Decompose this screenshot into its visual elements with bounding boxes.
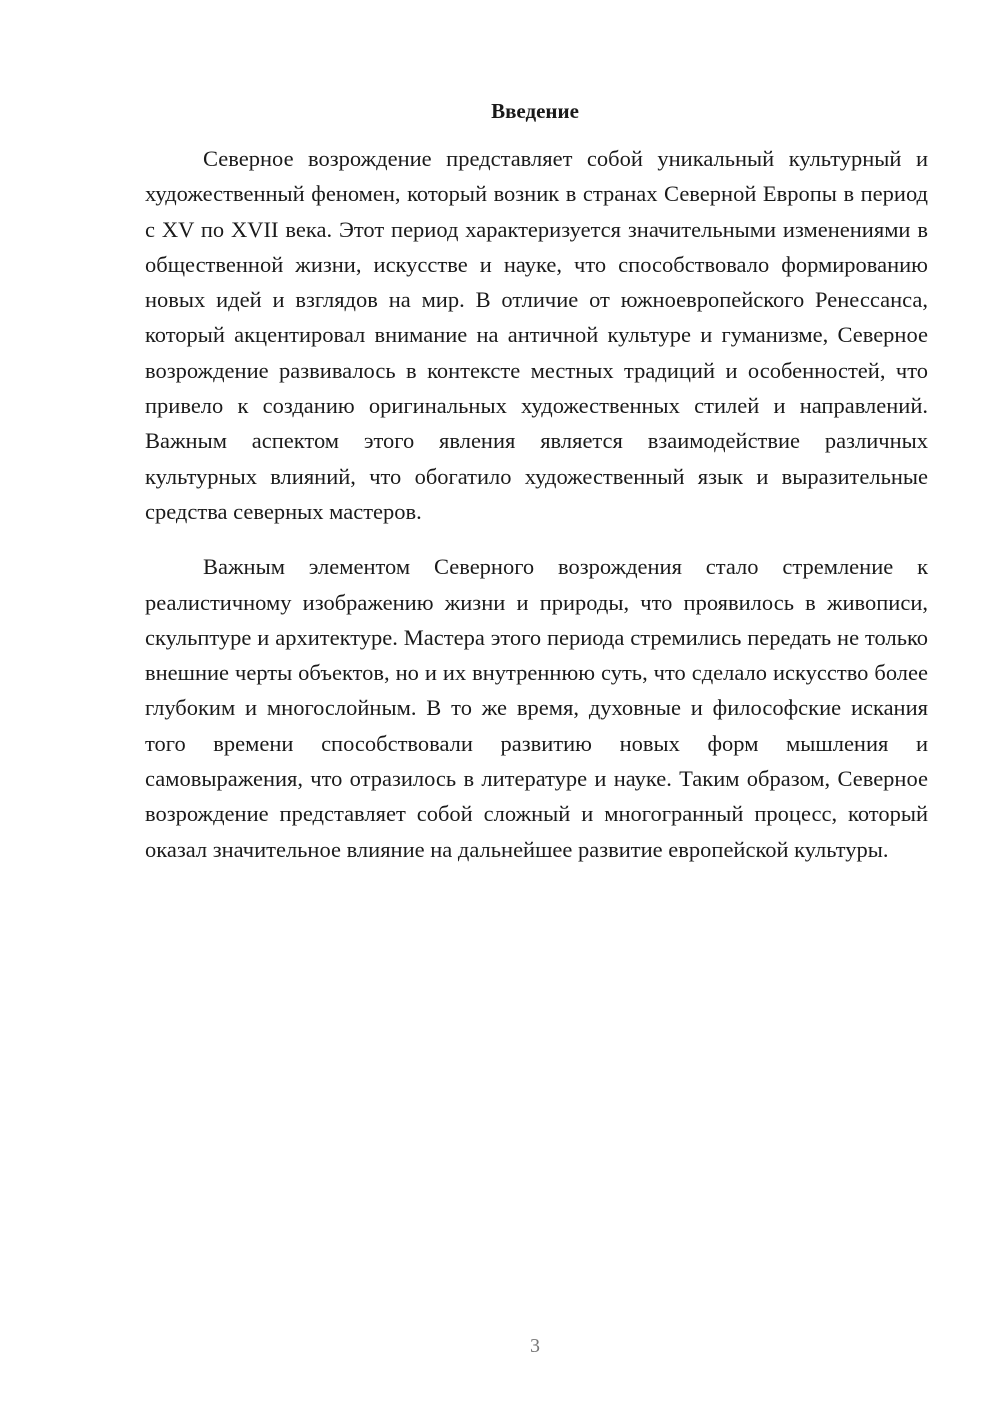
body-text: [145, 141, 928, 867]
page-number: 3: [530, 1335, 540, 1357]
paragraph-1: Северное возрождение представляет собой уникальный культурный и художественный феномен, который возник в странах Северной Европы в период с XV по XVII века. Этот период характеризуется значительными изменениями в общественной жизни, искусстве и науке, что способствовало формированию новых идей и взглядов на мир. В отличие от южноевропейского Ренессанса, который акцентировал внимание на античной культуре и гуманизме, Северное возрождение развивалось в контексте местных традиций и особенностей, что привело к созданию оригинальных художественных стилей и направлений. Важным аспектом этого явления является взаимодействие различных культурных влияний, что обогатило художественный язык и выразительные средства северных мастеров.: [145, 146, 928, 524]
paragraph-2: Важным элементом Северного возрождения стало стремление к реалистичному изображению жизни и природы, что проявилось в живописи, скульптуре и архитектуре. Мастера этого периода стремились передать не только внешние черты объектов, но и их внутреннюю суть, что сделало искусство более глубоким и многослойным. В то же время, духовные и философские искания того времени способствовали развитию новых форм мышления и самовыражения, что отразилось в литературе и науке. Таким образом, Северное возрождение представляет собой сложный и многогранный процесс, который оказал значительное влияние на дальнейшее развитие европейской культуры.: [145, 554, 928, 862]
section-title: Введение: [491, 99, 579, 123]
